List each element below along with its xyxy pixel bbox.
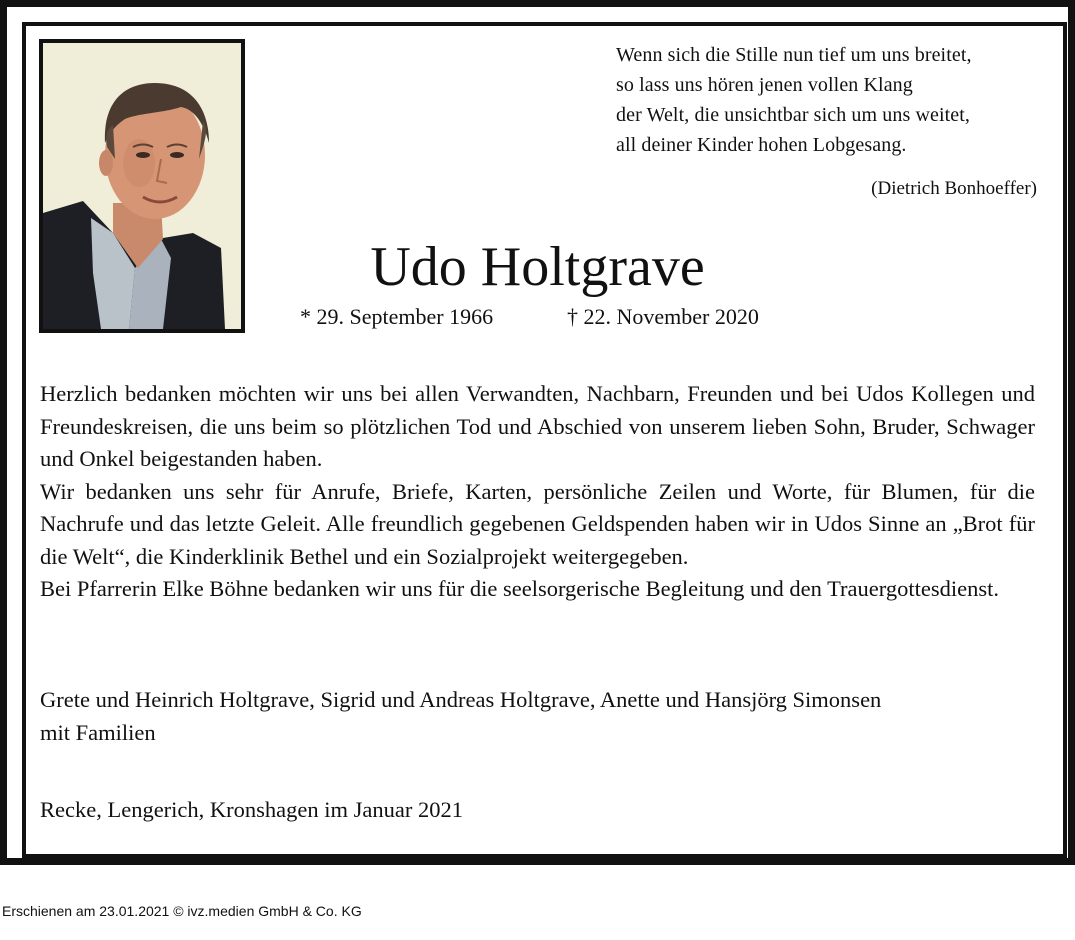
paragraph: Bei Pfarrerin Elke Böhne bedanken wir uns für die seelsorgerische Begleitung und den Trauergottesdienst. [40,576,999,601]
publication-footer: Erschienen am 23.01.2021 © ivz.medien GmbH & Co. KG [2,903,362,919]
portrait-illustration [43,43,241,329]
family-line: Grete und Heinrich Holtgrave, Sigrid und Andreas Holtgrave, Anette und Hansjörg Simonsen [40,687,882,712]
family-line: mit Familien [40,719,156,745]
place-and-date: Recke, Lengerich, Kronshagen im Januar 2021 [40,797,463,822]
poem [616,40,1056,160]
poem-line: Wenn sich die Stille nun tief um uns breitet, [616,44,972,66]
paragraph: Wir bedanken uns sehr für Anrufe, Briefe, Karten, persönliche Zeilen und Worte, für Blumen, für die Nachrufe und das letzte Geleit. Alle freundlich gegebenen Geldspenden haben wir in Udos Sinne an „Brot für die Welt“, die Kinderklinik Bethel und ein Sozialprojekt weitergegeben. [40,478,1035,569]
deceased-name: Udo Holtgrave [370,236,705,298]
poem-author: (Dietrich Bonhoeffer) [871,178,1037,199]
paragraph: Herzlich bedanken möchten wir uns bei allen Verwandten, Nachbarn, Freunden und bei Udos Kollegen und Freundeskreisen, die uns beim so plötzlichen Tod und Abschied von unserem lieben Sohn, Bruder, Schwager und Onkel beigestanden haben. [40,381,1035,471]
poem-line: der Welt, die unsichtbar sich um uns weitet, [616,104,971,126]
family-signatures [40,684,1040,749]
death-date: † 22. November 2020 [567,304,759,329]
birth-date: * 29. September 1966 [300,304,494,329]
poem-line: all deiner Kinder hohen Lobgesang. [616,134,907,156]
thank-you-text [40,378,1035,606]
portrait-photo [39,39,245,333]
poem-line: so lass uns hören jenen vollen Klang [616,74,913,96]
